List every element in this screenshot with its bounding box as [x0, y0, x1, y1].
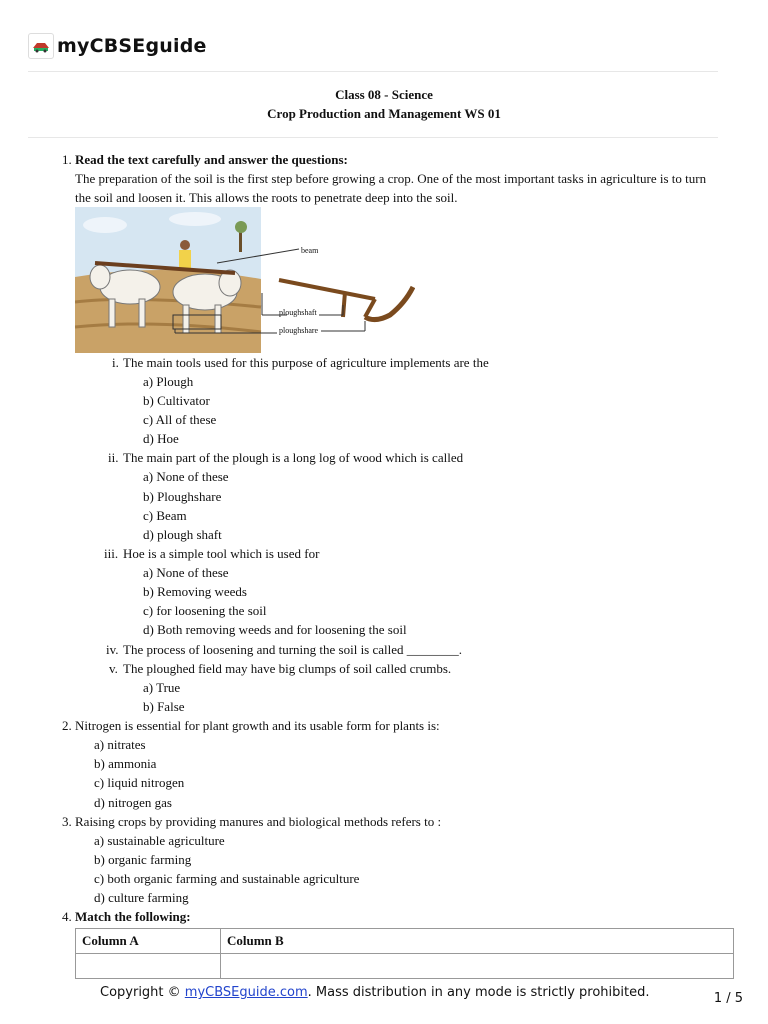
q1-paragraph-line2: the soil and loosen it. This allows the roots to penetrate deep into the soil. — [75, 190, 458, 205]
q2-option: c) liquid nitrogen — [94, 775, 185, 790]
label-beam: beam — [301, 246, 319, 255]
copyright-footer — [100, 985, 649, 1000]
q1-sub-iii-option: a) None of these — [143, 565, 229, 580]
table-header-col-a: Column A — [76, 929, 221, 954]
q1-paragraph-line1: The preparation of the soil is the first step before growing a crop. One of the most important tasks in agriculture is to turn — [75, 171, 707, 186]
footer-prefix: Copyright © — [100, 985, 185, 1000]
doc-class-title: Class 08 - Science — [335, 87, 433, 102]
q1-sub-i-option: c) All of these — [143, 412, 217, 427]
q1-sub-i-text: The main tools used for this purpose of agriculture implements are the — [123, 355, 489, 370]
q1-sub-ii-option: b) Ploughshare — [143, 489, 222, 504]
brand-name: myCBSEguide — [57, 35, 207, 57]
q2-option: b) ammonia — [94, 756, 157, 771]
q1-sub-iii-text: Hoe is a simple tool which is used for — [123, 546, 320, 561]
q1-sub-v-option: a) True — [143, 680, 181, 695]
q3-option: a) sustainable agriculture — [94, 833, 225, 848]
table-cell — [76, 954, 221, 979]
q1-sub-iii-option: c) for loosening the soil — [143, 603, 267, 618]
q1-number: 1. — [62, 152, 72, 167]
q1-sub-iii-option: b) Removing weeds — [143, 584, 247, 599]
q3-option: c) both organic farming and sustainable agriculture — [94, 871, 360, 886]
footer-suffix: . Mass distribution in any mode is strictly prohibited. — [307, 985, 650, 1000]
q1-sub-ii-option: d) plough shaft — [143, 527, 222, 542]
q1-sub-ii-number: ii. — [108, 450, 119, 465]
q2-option: a) nitrates — [94, 737, 146, 752]
q1-sub-v-option: b) False — [143, 699, 185, 714]
table-cell — [221, 954, 734, 979]
q4-number: 4. — [62, 909, 72, 924]
q1-sub-ii-option: a) None of these — [143, 469, 229, 484]
title-divider — [28, 137, 718, 138]
q3-text: Raising crops by providing manures and biological methods refers to : — [75, 814, 442, 829]
q1-sub-ii-text: The main part of the plough is a long log of wood which is called — [123, 450, 464, 465]
q4-heading: Match the following: — [75, 909, 191, 924]
q1-sub-iv-text: The process of loosening and turning the soil is called ________. — [123, 642, 463, 657]
table-header-row — [76, 929, 734, 954]
q3-option: b) organic farming — [94, 852, 192, 867]
footer-link[interactable]: myCBSEguide.com — [184, 985, 308, 1000]
q1-sub-ii-option: c) Beam — [143, 508, 187, 523]
q1-sub-i-option: a) Plough — [143, 374, 194, 389]
q1-sub-i-option: b) Cultivator — [143, 393, 210, 408]
q3-option: d) culture farming — [94, 890, 189, 905]
table-row — [76, 954, 734, 979]
q1-sub-iii-number: iii. — [104, 546, 119, 561]
q2-text: Nitrogen is essential for plant growth and its usable form for plants is: — [75, 718, 440, 733]
doc-worksheet-title: Crop Production and Management WS 01 — [267, 106, 501, 121]
q1-sub-i-option: d) Hoe — [143, 431, 179, 446]
q1-sub-iii-option: d) Both removing weeds and for loosening the soil — [143, 622, 407, 637]
q1-sub-iv-number: iv. — [106, 642, 119, 657]
brand-header — [28, 33, 207, 59]
label-ploughshare: ploughshare — [279, 326, 319, 335]
label-ploughshaft: ploughshaft — [279, 308, 317, 317]
q1-sub-v-text: The ploughed field may have big clumps of soil called crumbs. — [123, 661, 452, 676]
q1-sub-i-number: i. — [112, 355, 119, 370]
match-table — [75, 928, 734, 979]
q2-option: d) nitrogen gas — [94, 795, 172, 810]
q2-number: 2. — [62, 718, 72, 733]
brand-logo-icon — [28, 33, 54, 59]
header-divider — [28, 71, 718, 72]
q3-number: 3. — [62, 814, 72, 829]
plough-figure — [75, 207, 415, 353]
q1-sub-v-number: v. — [109, 661, 118, 676]
q1-heading: Read the text carefully and answer the questions: — [75, 152, 348, 167]
table-header-col-b: Column B — [221, 929, 734, 954]
page-number: 1 / 5 — [713, 991, 743, 1006]
